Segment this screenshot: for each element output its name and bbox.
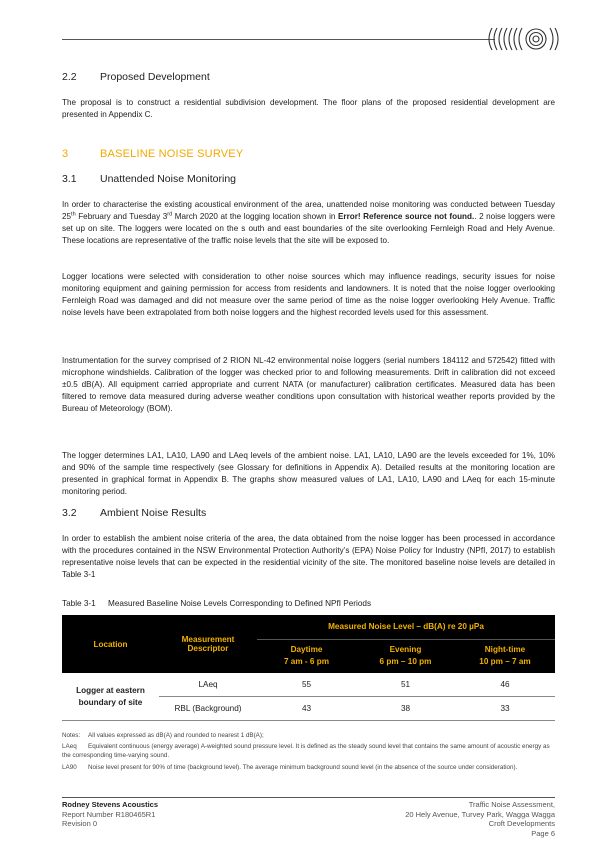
section-title: Unattended Noise Monitoring: [100, 173, 236, 185]
section-number: 3.2: [62, 507, 77, 519]
footer-rule: [62, 797, 555, 798]
daytime-cell: 43: [257, 697, 356, 721]
header-evening: [356, 639, 455, 673]
section-3-1-paragraph-2: Logger locations were selected with consideration to other noise sources which may influence readings, security issues for noise monitoring equipment and gaining permission for access from residents and landowners. It is noted that the noise logger overlooking Fernleigh Road was damaged and did not measure over the same period of time as the noise logger overlooking Hely Avenue. Traffic noise levels have been extrapolated from both noise loggers and the highest recorded levels used for this assessment.: [62, 272, 555, 317]
section-3-1-heading: [62, 173, 236, 185]
footer-company: Rodney Stevens Acoustics: [62, 800, 159, 809]
header-nighttime-line-2: 10 pm – 7 am: [479, 657, 531, 667]
table-note-laeq: [62, 743, 555, 760]
note-label: LAeq: [62, 743, 77, 750]
section-2-2-heading: [62, 71, 210, 83]
section-title: BASELINE NOISE SURVEY: [100, 148, 244, 160]
header-location: Location: [62, 615, 159, 673]
header-evening-line-2: 6 pm – 10 pm: [379, 657, 432, 667]
note-text: All values expressed as dB(A) and rounded to nearest 1 dB(A);: [88, 732, 264, 739]
superscript: th: [71, 211, 76, 218]
table-header-row: [62, 615, 555, 639]
header-daytime-line-1: Daytime: [290, 645, 323, 655]
evening-cell: 51: [356, 673, 455, 697]
location-cell: [62, 673, 159, 721]
section-3-1-paragraph-3: Instrumentation for the survey comprised of 2 RION NL-42 environmental noise loggers (serial numbers 184112 and 572542) fitted with microphone windshields. Calibration of the logger was checked prior to and following measurements. Drift in calibration did not exceed ±0.5 dB(A). All equipment carried appropriate and current NATA (or manufacturer) calibration certificates. Measured data has been filtered to remove data measured during adverse weather conditions upon consultation with historical weather reports provided by the Bureau of Meteorology (BOM).: [62, 356, 555, 413]
reference-error: Error! Reference source not found.: [338, 212, 475, 221]
section-number: 3.1: [62, 173, 77, 185]
section-title: Proposed Development: [100, 71, 210, 83]
header-descriptor: [159, 615, 257, 673]
note-text: Equivalent continuous (energy average) A-weighted sound pressure level. It is defined as the steady sound level that contains the same amount of acoustic energy as the corresponding time-varying sound.: [62, 743, 550, 759]
header-rule: [62, 39, 495, 40]
note-text: Noise level present for 90% of time (background level). The average minimum background sound level (in the absence of the source under consideration).: [88, 764, 518, 771]
location-line-2: boundary of site: [78, 697, 143, 707]
footer-revision: Revision 0: [62, 819, 98, 829]
section-3-2-paragraph: In order to establish the ambient noise criteria of the area, the data obtained from the noise logger has been processed in accordance with the procedures contained in the NSW Environmental Protection Authority’s (EPA) Noise Policy for Industry (NPfI, 2017) to establish representative noise levels that can be expected in the residential vicinity of the site. The monitored baseline noise levels are detailed in Table 3-1: [62, 534, 555, 579]
nighttime-cell: 46: [455, 673, 555, 697]
header-descriptor-line-1: Measurement: [181, 635, 235, 644]
section-title: Ambient Noise Results: [100, 507, 207, 519]
note-label: Notes:: [62, 732, 81, 739]
table-row: [62, 673, 555, 697]
footer-right: [405, 800, 555, 838]
footer-page-number: Page 6: [531, 828, 555, 838]
header-daytime: [257, 639, 356, 673]
header-nighttime: [455, 639, 555, 673]
footer-document-title: Traffic Noise Assessment,: [468, 800, 555, 809]
header-descriptor-line-2: Descriptor: [187, 644, 229, 653]
footer-client: Croft Developments: [488, 819, 555, 829]
section-3-heading: [62, 148, 243, 160]
text-run: March 2020 at the logging location shown in: [172, 212, 338, 221]
section-3-2-heading: [62, 507, 206, 519]
nighttime-cell: 33: [455, 697, 555, 721]
location-line-1: Logger at eastern: [76, 685, 145, 695]
evening-cell: 38: [356, 697, 455, 721]
noise-levels-table: [62, 615, 555, 721]
footer-left: [62, 800, 158, 829]
section-number: 2.2: [62, 71, 77, 83]
section-3-1-paragraph-1: [62, 199, 555, 247]
daytime-cell: 55: [257, 673, 356, 697]
header-measured-level: Measured Noise Level – dB(A) re 20 µPa: [257, 615, 555, 639]
descriptor-cell: LAeq: [159, 673, 257, 697]
table-note-la90: [62, 764, 555, 773]
text-run: February and Tuesday 3: [75, 212, 168, 221]
table-note-general: [62, 732, 555, 741]
note-label: LA90: [62, 764, 77, 771]
footer-report-number: Report Number R180465R1: [62, 809, 156, 819]
section-number: 3: [62, 148, 69, 160]
superscript: rd: [167, 211, 173, 218]
section-3-1-paragraph-4: The logger determines LA1, LA10, LA90 and LAeq levels of the ambient noise. LA1, LA10, LA90 are the levels exceeded for 1%, 10% and 90% of the sample time respectively (see Glossary for definitions in Appendix A). Detailed results at the monitoring location are presented in graphical format in Appendix B. The graphs show measured values of LA1, LA10, LA90 and LAeq for each 15-minute monitoring period.: [62, 451, 555, 496]
text-run: . 2 noise loggers were set up on site. The loggers were located on the s outh and east boundaries of the site overlooking Fernleigh Road and Hely Avenue. These locations are representative of the traffic noise levels that the site will be exposed to.: [62, 212, 555, 245]
header-evening-line-1: Evening: [389, 645, 422, 655]
company-logo-icon: [486, 24, 566, 54]
footer-address: 20 Hely Avenue, Turvey Park, Wagga Wagga: [405, 809, 555, 819]
descriptor-cell: RBL (Background): [159, 697, 257, 721]
header-nighttime-line-1: Night-time: [484, 645, 526, 655]
text-run: In order to characterise the existing acoustical environment of the area, unattended noise monitoring was conducted between Tuesday 25: [62, 200, 555, 221]
table-title: Measured Baseline Noise Levels Corresponding to Defined NPfI Periods: [108, 599, 372, 608]
section-2-2-paragraph: The proposal is to construct a residential subdivision development. The floor plans of the proposed residential development are presented in Appendix C.: [62, 98, 555, 119]
table-caption: [62, 599, 371, 608]
header-daytime-line-2: 7 am - 6 pm: [283, 657, 330, 667]
table-number: Table 3-1: [62, 599, 96, 608]
